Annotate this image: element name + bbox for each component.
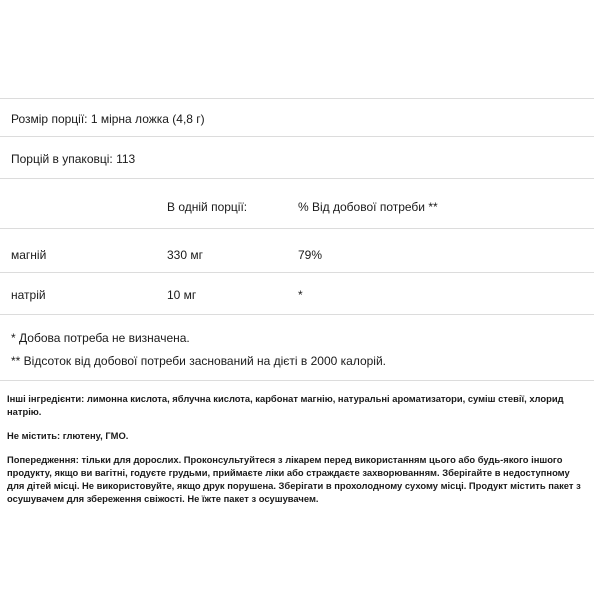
divider (0, 380, 594, 381)
supplement-facts-panel (0, 98, 594, 368)
divider (0, 272, 594, 273)
nutrient-amount: 330 мг (167, 248, 203, 262)
product-notes (7, 392, 587, 516)
footnote-daily-value-basis: ** Відсоток від добової потреби заснований на дієті в 2000 калорій. (11, 354, 387, 368)
free-of-statement: Не містить: глютену, ГМО. (7, 430, 129, 441)
divider (0, 314, 594, 315)
nutrient-daily-value: 79% (298, 248, 323, 262)
other-ingredients: Інші інгредієнти: лимонна кислота, яблучна кислота, карбонат магнію, натуральні ароматизатори, суміш стевії, хлорид натрію. (7, 393, 564, 417)
divider (0, 98, 594, 99)
serving-size: Розмір порції: 1 мірна ложка (4,8 г) (11, 112, 205, 126)
column-header-per-serving: В одній порції: (167, 200, 248, 214)
nutrient-amount: 10 мг (167, 288, 197, 302)
divider (0, 178, 594, 179)
column-header-daily-value: % Від добової потреби ** (298, 200, 438, 214)
footnote-not-established: * Добова потреба не визначена. (11, 331, 190, 345)
nutrient-daily-value: * (298, 288, 303, 302)
divider (0, 228, 594, 229)
warnings: Попередження: тільки для дорослих. Проконсультуйтеся з лікарем перед використанням цього або будь-якого іншого продукту, якщо ви вагітні, годуєте грудьми, приймаєте ліки або страждаєте захворюванням. Зберігайте в недоступному для дітей місці. Не використовуйте, якщо друк порушена. Зберігати в прохолодному сухому місці. Продукт містить пакет з осушувачем для збереження свіжості. Не їжте пакет з осушувачем. (7, 454, 581, 504)
nutrient-name: натрій (11, 288, 46, 302)
nutrient-name: магній (11, 248, 47, 262)
servings-per-container: Порцій в упаковці: 113 (11, 152, 136, 166)
divider (0, 136, 594, 137)
